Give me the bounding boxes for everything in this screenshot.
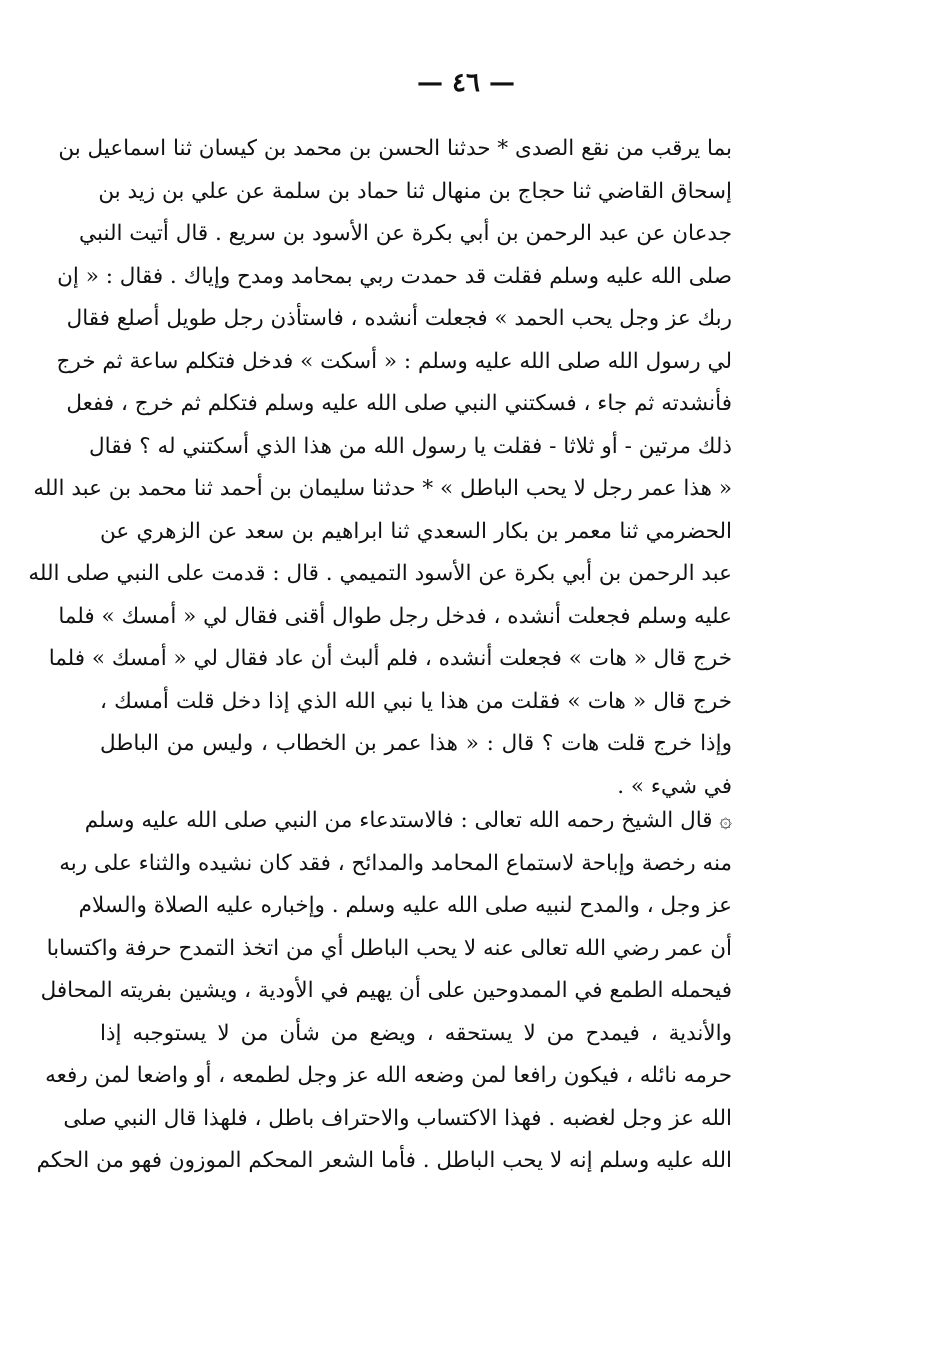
text-line: فيحمله الطمع في الممدوحين على أن يهيم في الأودية ، ويشين بفريته المحافل	[40, 978, 732, 1003]
text-line: صلى الله عليه وسلم فقلت قد حمدت ربي بمحامد ومدح وإياك . فقال : « إن	[57, 263, 732, 289]
text-line: عبد الرحمن بن أبي بكرة عن الأسود التميمي . قال : قدمت على النبي صلى الله	[28, 561, 732, 586]
text-line: خرج قال « هات » فجعلت أنشده ، فلم ألبث أن عاد فقال لي « أمسك » فلما	[48, 646, 732, 671]
text-line: عز وجل ، والمدح لنبيه صلى الله عليه وسلم . وإخباره عليه الصلاة والسلام	[78, 893, 732, 918]
text-line: الحضرمي ثنا معمر بن بكار السعدي ثنا ابراهيم بن سعد عن الزهري عن	[100, 518, 732, 544]
text-line: إسحاق القاضي ثنا حجاج بن منهال ثنا حماد بن سلمة عن علي بن زيد بن	[98, 178, 732, 204]
text-line: حرمه نائله ، فيكون رافعا لمن وضعه الله عز وجل لطمعه ، أو واضعا لمن رفعه	[45, 1063, 732, 1088]
text-line: ۞ قال الشيخ رحمه الله تعالى : فالاستدعاء من النبي صلى الله عليه وسلم	[84, 808, 732, 833]
text-line: الله عز وجل لغضبه . فهذا الاكتساب والاحتراف باطل ، فلهذا قال النبي صلى	[63, 1105, 732, 1131]
text-line: ربك عز وجل يحب الحمد » فجعلت أنشده ، فاستأذن رجل طويل أصلع فقال	[66, 306, 732, 331]
page-number: — ٤٦ —	[416, 68, 516, 98]
text-line: بما يرقب من نقع الصدى * حدثنا الحسن بن محمد بن كيسان ثنا اسماعيل بن	[58, 136, 732, 161]
text-line: لي رسول الله صلى الله عليه وسلم : « أسكت » فدخل فتكلم ساعة ثم خرج	[56, 348, 732, 374]
text-line: جدعان عن عبد الرحمن بن أبي بكرة عن الأسود بن سريع . قال أتيت النبي	[79, 221, 732, 246]
text-line: الله عليه وسلم إنه لا يحب الباطل . فأما الشعر المحكم الموزون فهو من الحكم	[36, 1148, 732, 1173]
text-line: عليه وسلم فجعلت أنشده ، فدخل رجل طوال أقنى فقال لي « أمسك » فلما	[58, 603, 732, 629]
text-line: والأندية ، فيمدح من لا يستحقه ، ويضع من شأن من لا يستوجبه إذا	[100, 1020, 732, 1046]
paragraph-hadith-narrations	[28, 128, 732, 808]
paragraph-shaykh-commentary	[36, 800, 732, 1183]
text-line: فأنشدته ثم جاء ، فسكتني النبي صلى الله عليه وسلم فتكلم ثم خرج ، ففعل	[66, 391, 732, 416]
text-line: « هذا عمر رجل لا يحب الباطل » * حدثنا سليمان بن أحمد ثنا محمد بن عبد الله	[33, 476, 732, 501]
text-line: خرج قال « هات » فقلت من هذا يا نبي الله الذي إذا دخل قلت أمسك ،	[100, 688, 732, 714]
text-line: أن عمر رضي الله تعالى عنه لا يحب الباطل أي من اتخذ التمدح حرفة واكتسابا	[46, 935, 732, 961]
text-line: ذلك مرتين - أو ثلاثا - فقلت يا رسول الله من هذا الذي أسكتني له ؟ فقال	[89, 433, 732, 459]
text-line: وإذا خرج قلت هات ؟ قال : « هذا عمر بن الخطاب ، وليس من الباطل	[100, 731, 732, 756]
text-line: في شيء » .	[617, 773, 732, 799]
text-line: منه رخصة وإباحة لاستماع المحامد والمدائح ، فقد كان نشيده والثناء على ربه	[59, 850, 732, 876]
